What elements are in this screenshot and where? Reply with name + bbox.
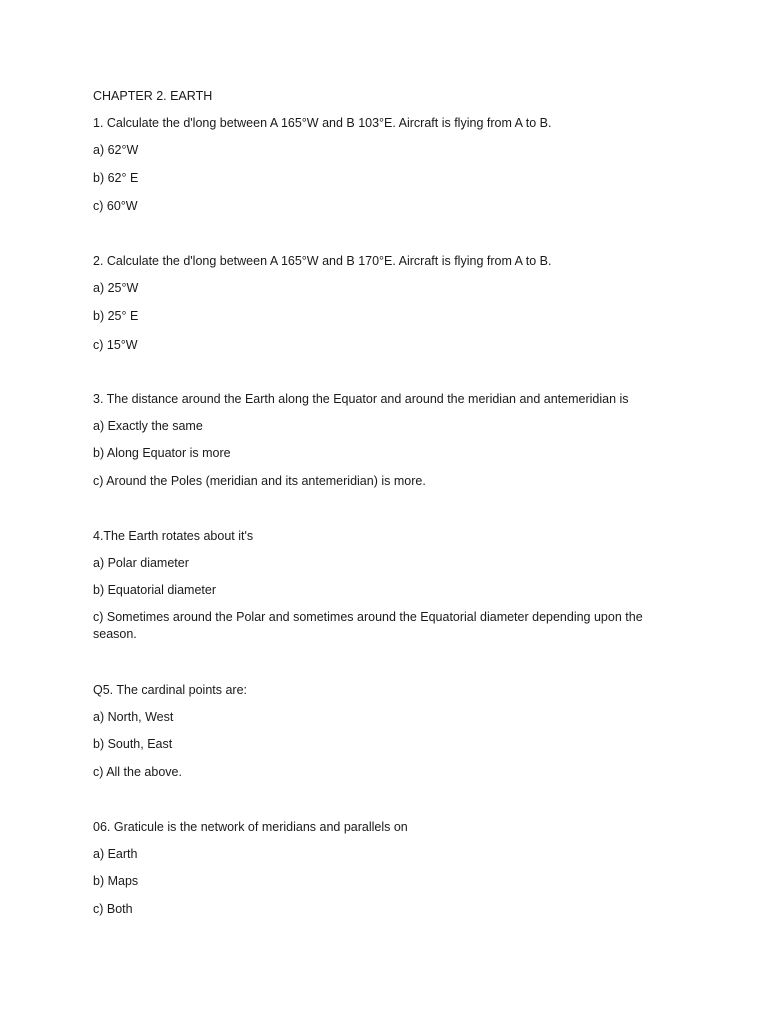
question-2-option-c: c) 15°W xyxy=(93,338,138,352)
question-2-option-b: b) 25° E xyxy=(93,309,139,323)
question-6-option-a: a) Earth xyxy=(93,847,138,861)
question-4-option-a: a) Polar diameter xyxy=(93,556,189,570)
question-5-option-b: b) South, East xyxy=(93,737,173,751)
question-3-prompt: 3. The distance around the Earth along the Equator and around the meridian and antemeridian is xyxy=(93,392,629,406)
question-4-option-b: b) Equatorial diameter xyxy=(93,583,216,597)
question-1-prompt: 1. Calculate the d'long between A 165°W and B 103°E. Aircraft is flying from A to B. xyxy=(93,116,552,130)
question-6-prompt: 06. Graticule is the network of meridians and parallels on xyxy=(93,820,408,834)
question-5-option-c: c) All the above. xyxy=(93,765,182,779)
question-5-prompt: Q5. The cardinal points are: xyxy=(93,683,248,697)
question-2-prompt: 2. Calculate the d'long between A 165°W and B 170°E. Aircraft is flying from A to B. xyxy=(93,254,552,268)
question-4-option-c: c) Sometimes around the Polar and sometimes around the Equatorial diameter depending upon the season. xyxy=(93,610,643,641)
question-6-option-b: b) Maps xyxy=(93,874,139,888)
question-3-option-b: b) Along Equator is more xyxy=(93,446,231,460)
question-6-option-c: c) Both xyxy=(93,902,133,916)
question-1-option-c: c) 60°W xyxy=(93,199,138,213)
question-1-option-a: a) 62°W xyxy=(93,143,139,157)
question-4-prompt: 4.The Earth rotates about it's xyxy=(93,529,254,543)
question-5-option-a: a) North, West xyxy=(93,710,174,724)
question-1-option-b: b) 62° E xyxy=(93,171,139,185)
question-3-option-a: a) Exactly the same xyxy=(93,419,203,433)
question-3-option-c: c) Around the Poles (meridian and its antemeridian) is more. xyxy=(93,474,426,488)
question-2-option-a: a) 25°W xyxy=(93,281,139,295)
page-title: CHAPTER 2. EARTH xyxy=(93,89,213,103)
